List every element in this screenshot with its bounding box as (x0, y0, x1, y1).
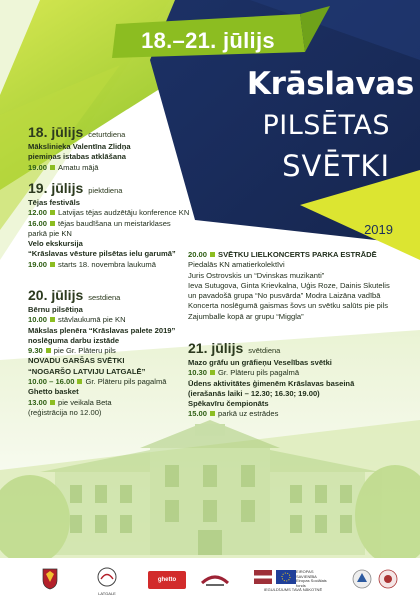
day-18-date: 18. jūlijs (28, 124, 84, 140)
day-18-header (28, 124, 218, 141)
bullet-icon (46, 348, 51, 353)
bullet-icon (50, 317, 55, 322)
partner-seal-icon (378, 568, 398, 590)
concert-line: Zajumballe kopā ar grupu “Miggla” (188, 311, 304, 321)
day-20-date: 20. jūlijs (28, 287, 84, 303)
bullet-icon (210, 411, 215, 416)
festival-dates: 18.–21. jūlijs (141, 28, 275, 53)
event-heading: Mazo grāfu un grāfieņu Veselības svētki (188, 358, 332, 367)
ministry-logo-icon (200, 569, 230, 589)
bullet-icon (50, 210, 55, 215)
concert-program (188, 250, 416, 322)
event-heading: Spēkavīru čempionāts (188, 399, 269, 409)
event-time: 13.00 (28, 397, 48, 407)
eu-text (296, 570, 330, 588)
event-description: Gr. Plāteru pils pagalmā (85, 377, 167, 387)
concert-line: Piedalās KN amatierkolektīvi (188, 260, 285, 270)
day-21-weekday: svētdiena (248, 346, 281, 355)
festival-subtitle-line1: PILSĒTAS (262, 110, 390, 141)
day-19-date: 19. jūlijs (28, 180, 84, 196)
event-heading-cont: noslēguma darbu izstāde (28, 335, 120, 345)
event-heading: Bērnu pilsētiņa (28, 305, 83, 314)
event-time: 10.00 (28, 315, 48, 325)
concert-header (188, 250, 416, 260)
concert-line: Ieva Sutugova, Ginta Krievkalna, Uģis Roze, Dainis Skutelis (188, 280, 390, 290)
bullet-icon (210, 252, 215, 257)
bullet-icon (50, 262, 55, 267)
event-note: (ierašanās laiki – 12.30; 16.30; 19.00) (188, 388, 320, 398)
event-description-cont: parkā pie KN (28, 228, 72, 238)
event-heading: Tējas festivāls (28, 198, 80, 207)
latvia-flag-icon (254, 570, 272, 584)
sponsor-logos (0, 562, 420, 600)
bullet-icon (210, 370, 215, 375)
event-description: tējas baudīšana un meistarklases (58, 218, 171, 228)
festival-subtitle-line2: SVĒTKI (282, 149, 390, 183)
event-time: 10.00 – 16.00 (28, 377, 75, 387)
bullet-icon (50, 400, 55, 405)
event-time: 12.00 (28, 208, 48, 218)
day-21-header (188, 340, 416, 357)
concert-line: Juris Ostrovskis un “Dvinskas muzikanti” (188, 270, 325, 280)
event-description: pie veikala Beta (58, 397, 112, 407)
latgale-logo-text: LATGALE (98, 591, 116, 596)
eu-slogan: IEGULDĪJUMS TAVĀ NĀKOTNĒ (263, 587, 323, 592)
event-description: parkā uz estrādes (218, 409, 279, 419)
event-description: stāvlaukumā pie KN (58, 315, 126, 325)
eu-flag-icon (276, 570, 296, 584)
latgale-logo-icon (96, 567, 118, 591)
event-time-row (28, 208, 218, 218)
bullet-icon (50, 221, 55, 226)
day-20-weekday: sestdiena (88, 293, 121, 302)
event-description: Latvijas tējas audzētāju konference KN (58, 208, 190, 218)
day-21-program (188, 340, 416, 420)
event-heading: Ūdens aktivitātes ģimenēm Krāslavas baseinā (188, 378, 355, 388)
day-19-weekday: piektdiena (88, 186, 123, 195)
day-18-weekday: ceturtdiena (88, 130, 126, 139)
kraslava-coat-of-arms-icon (42, 568, 58, 590)
event-time: 15.00 (188, 409, 208, 419)
event-time-row (188, 409, 416, 419)
event-description: pie Gr. Plāteru pils (53, 346, 116, 356)
event-description: Gr. Plāteru pils pagalmā (218, 368, 300, 378)
event-time: 19.00 (28, 162, 48, 172)
event-heading: Ghetto basket (28, 387, 79, 397)
event-description: starts 18. novembra laukumā (58, 259, 156, 269)
event-time-row (188, 368, 416, 378)
concert-time: 20.00 (188, 250, 208, 259)
day-19-header (28, 180, 218, 197)
festival-year: 2019 (364, 222, 393, 237)
event-title: Mākslinieka Valentīna Zlidņa (28, 142, 131, 151)
partner-emblem-icon (352, 568, 372, 590)
concert-line: un pavadošā grupa “No pusvārda” Modra Laizāna vadībā (188, 291, 381, 301)
event-place: Amatu mājā (58, 162, 99, 172)
ghetto-games-logo: ghetto games (148, 571, 186, 589)
event-time: 19.00 (28, 259, 48, 269)
event-time: 9.30 (28, 346, 43, 356)
event-time: 10.30 (188, 368, 208, 378)
event-title: “Krāslavas vēsture pilsētas ielu garumā” (28, 249, 176, 259)
event-time-row (28, 219, 218, 229)
concert-title: SVĒTKU LIELKONCERTS PARKA ESTRĀDĒ (218, 250, 377, 259)
event-heading: Mākslas plenēra “Krāslavas palete 2019” (28, 325, 176, 335)
day-18-program (28, 124, 218, 173)
day-21-date: 21. jūlijs (188, 340, 244, 356)
event-heading: Velo ekskursija (28, 239, 83, 249)
event-title-cont: piemiņas istabas atklāšana (28, 152, 126, 162)
festival-title: Krāslavas (246, 66, 414, 102)
event-time: 16.00 (28, 218, 48, 228)
eu-text-line1: EIROPAS SAVIENĪBA (296, 569, 317, 579)
event-time-row (28, 163, 218, 173)
event-heading-cont: “NOGARŠO LATVIJU LATGALĒ” (28, 366, 146, 376)
event-description-cont: (reģistrācija no 12.00) (28, 407, 102, 417)
event-heading: NOVADU GARŠAS SVĒTKI (28, 356, 125, 366)
bullet-icon (50, 165, 55, 170)
eu-text-line2: Eiropas Sociālais fonds (296, 578, 327, 588)
bullet-icon (77, 379, 82, 384)
concert-line: Koncerta noslēgumā gaismas šovs un svētku salūts pie pils (188, 301, 389, 311)
